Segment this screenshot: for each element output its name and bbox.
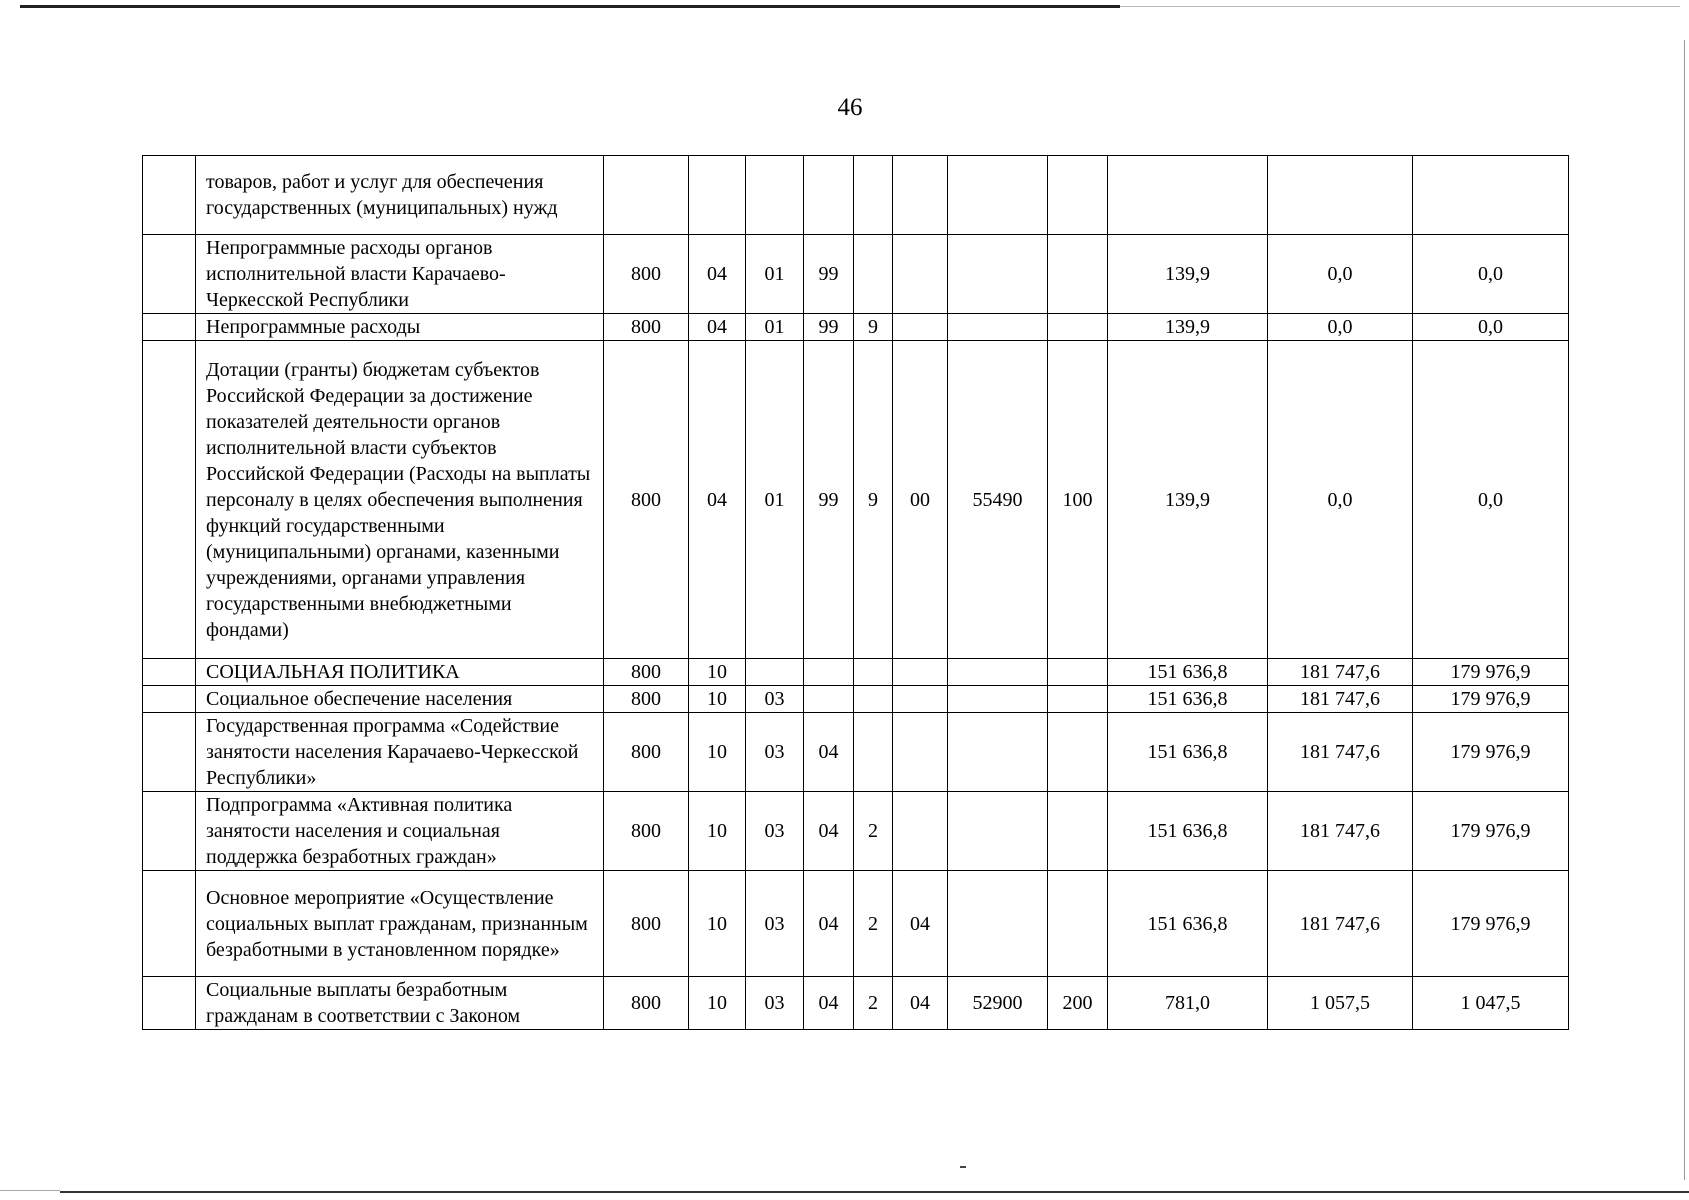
cell-pr: 03 bbox=[746, 977, 804, 1030]
cell-y2: 0,0 bbox=[1268, 341, 1413, 659]
cell-y2: 181 747,6 bbox=[1268, 713, 1413, 792]
cell-vr bbox=[1048, 659, 1108, 686]
cell-y2: 1 057,5 bbox=[1268, 977, 1413, 1030]
cell-p2: 2 bbox=[854, 792, 893, 871]
cell-y3: 179 976,9 bbox=[1413, 659, 1569, 686]
cell-y3: 179 976,9 bbox=[1413, 713, 1569, 792]
table-row bbox=[143, 235, 1569, 314]
cell-y1: 139,9 bbox=[1108, 341, 1268, 659]
table-row bbox=[143, 977, 1569, 1030]
cell-y1: 139,9 bbox=[1108, 235, 1268, 314]
cell-p4 bbox=[948, 792, 1048, 871]
cell-pr: 03 bbox=[746, 686, 804, 713]
cell-y3: 179 976,9 bbox=[1413, 871, 1569, 977]
page-number: 46 bbox=[837, 94, 863, 121]
row-number-cell bbox=[143, 977, 196, 1030]
cell-y1: 139,9 bbox=[1108, 314, 1268, 341]
expense-name-cell: Непрограммные расходы органов исполнительной власти Карачаево-Черкесской Республики bbox=[196, 235, 604, 314]
cell-p3 bbox=[893, 314, 948, 341]
cell-y2: 181 747,6 bbox=[1268, 871, 1413, 977]
cell-p2: 2 bbox=[854, 977, 893, 1030]
cell-y1: 151 636,8 bbox=[1108, 792, 1268, 871]
cell-gr: 800 bbox=[604, 341, 689, 659]
cell-vr: 100 bbox=[1048, 341, 1108, 659]
cell-y2: 0,0 bbox=[1268, 314, 1413, 341]
scan-border-right bbox=[1684, 40, 1685, 1180]
table-row bbox=[143, 156, 1569, 235]
cell-p1 bbox=[804, 659, 854, 686]
cell-pr: 03 bbox=[746, 871, 804, 977]
expense-name-cell: СОЦИАЛЬНАЯ ПОЛИТИКА bbox=[196, 659, 604, 686]
cell-vr bbox=[1048, 314, 1108, 341]
table-row bbox=[143, 871, 1569, 977]
cell-gr: 800 bbox=[604, 314, 689, 341]
cell-rz: 10 bbox=[689, 659, 746, 686]
cell-y2 bbox=[1268, 156, 1413, 235]
cell-p4: 52900 bbox=[948, 977, 1048, 1030]
expense-name-cell: Государственная программа «Содействие занятости населения Карачаево-Черкесской Республики» bbox=[196, 713, 604, 792]
cell-vr bbox=[1048, 792, 1108, 871]
cell-p1: 04 bbox=[804, 871, 854, 977]
row-number-cell bbox=[143, 792, 196, 871]
cell-p1: 99 bbox=[804, 341, 854, 659]
scan-border-top-faint bbox=[1120, 6, 1680, 7]
cell-y3: 0,0 bbox=[1413, 235, 1569, 314]
cell-p3 bbox=[893, 156, 948, 235]
cell-p2 bbox=[854, 156, 893, 235]
table-row bbox=[143, 713, 1569, 792]
cell-p2 bbox=[854, 235, 893, 314]
cell-pr: 01 bbox=[746, 341, 804, 659]
row-number-cell bbox=[143, 871, 196, 977]
cell-rz bbox=[689, 156, 746, 235]
cell-y1 bbox=[1108, 156, 1268, 235]
cell-y2: 0,0 bbox=[1268, 235, 1413, 314]
row-number-cell bbox=[143, 341, 196, 659]
cell-p1: 04 bbox=[804, 713, 854, 792]
cell-p1: 04 bbox=[804, 977, 854, 1030]
cell-vr: 200 bbox=[1048, 977, 1108, 1030]
cell-pr bbox=[746, 156, 804, 235]
expense-name-cell: Подпрограмма «Активная политика занятости населения и социальная поддержка безработных граждан» bbox=[196, 792, 604, 871]
expense-name-cell: Непрограммные расходы bbox=[196, 314, 604, 341]
cell-gr: 800 bbox=[604, 659, 689, 686]
cell-rz: 04 bbox=[689, 341, 746, 659]
scan-border-top bbox=[20, 5, 1120, 8]
cell-p2: 9 bbox=[854, 341, 893, 659]
cell-gr: 800 bbox=[604, 713, 689, 792]
cell-y2: 181 747,6 bbox=[1268, 659, 1413, 686]
cell-p1 bbox=[804, 156, 854, 235]
row-number-cell bbox=[143, 156, 196, 235]
cell-vr bbox=[1048, 686, 1108, 713]
row-number-cell bbox=[143, 686, 196, 713]
expense-name-cell: Основное мероприятие «Осуществление социальных выплат гражданам, признанным безработными в установленном порядке» bbox=[196, 871, 604, 977]
cell-p4 bbox=[948, 314, 1048, 341]
cell-p4 bbox=[948, 156, 1048, 235]
cell-p1: 99 bbox=[804, 235, 854, 314]
cell-p4: 55490 bbox=[948, 341, 1048, 659]
cell-p4 bbox=[948, 235, 1048, 314]
cell-p4 bbox=[948, 713, 1048, 792]
cell-p3 bbox=[893, 659, 948, 686]
cell-y3: 179 976,9 bbox=[1413, 686, 1569, 713]
budget-table bbox=[142, 155, 1569, 1030]
cell-gr: 800 bbox=[604, 686, 689, 713]
row-number-cell bbox=[143, 314, 196, 341]
cell-y3: 0,0 bbox=[1413, 314, 1569, 341]
table-row bbox=[143, 659, 1569, 686]
cell-p1: 04 bbox=[804, 792, 854, 871]
cell-pr: 01 bbox=[746, 235, 804, 314]
cell-gr: 800 bbox=[604, 871, 689, 977]
cell-rz: 10 bbox=[689, 871, 746, 977]
cell-rz: 10 bbox=[689, 792, 746, 871]
cell-y1: 151 636,8 bbox=[1108, 659, 1268, 686]
cell-y3: 179 976,9 bbox=[1413, 792, 1569, 871]
cell-p3 bbox=[893, 792, 948, 871]
row-number-cell bbox=[143, 659, 196, 686]
cell-p3: 04 bbox=[893, 977, 948, 1030]
cell-rz: 10 bbox=[689, 713, 746, 792]
cell-pr: 03 bbox=[746, 713, 804, 792]
cell-p2: 2 bbox=[854, 871, 893, 977]
cell-pr: 03 bbox=[746, 792, 804, 871]
cell-p2 bbox=[854, 686, 893, 713]
table-row bbox=[143, 341, 1569, 659]
cell-gr bbox=[604, 156, 689, 235]
cell-y3 bbox=[1413, 156, 1569, 235]
cell-p4 bbox=[948, 871, 1048, 977]
table-row bbox=[143, 314, 1569, 341]
scan-border-bottom-faint bbox=[0, 1190, 60, 1191]
cell-y1: 151 636,8 bbox=[1108, 686, 1268, 713]
cell-rz: 10 bbox=[689, 977, 746, 1030]
cell-p3 bbox=[893, 713, 948, 792]
cell-y1: 151 636,8 bbox=[1108, 871, 1268, 977]
cell-gr: 800 bbox=[604, 977, 689, 1030]
cell-p2 bbox=[854, 659, 893, 686]
cell-vr bbox=[1048, 871, 1108, 977]
cell-p1: 99 bbox=[804, 314, 854, 341]
cell-rz: 04 bbox=[689, 314, 746, 341]
cell-y1: 781,0 bbox=[1108, 977, 1268, 1030]
cell-p4 bbox=[948, 686, 1048, 713]
cell-y3: 0,0 bbox=[1413, 341, 1569, 659]
table-row bbox=[143, 792, 1569, 871]
cell-pr: 01 bbox=[746, 314, 804, 341]
cell-vr bbox=[1048, 156, 1108, 235]
table-row bbox=[143, 686, 1569, 713]
cell-rz: 10 bbox=[689, 686, 746, 713]
cell-p3: 04 bbox=[893, 871, 948, 977]
cell-p2 bbox=[854, 713, 893, 792]
expense-name-cell: Социальные выплаты безработным гражданам в соответствии с Законом bbox=[196, 977, 604, 1030]
row-number-cell bbox=[143, 713, 196, 792]
expense-name-cell: Социальное обеспечение населения bbox=[196, 686, 604, 713]
cell-y2: 181 747,6 bbox=[1268, 686, 1413, 713]
expense-name-cell: Дотации (гранты) бюджетам субъектов Российской Федерации за достижение показателей деятельности органов исполнительной власти субъектов Российской Федерации (Расходы на выплаты персоналу в целях обеспечения выполнения функций государственными (муниципальными) органами, казенными учреждениями, органами управления государственными внебюджетными фондами) bbox=[196, 341, 604, 659]
cell-y3: 1 047,5 bbox=[1413, 977, 1569, 1030]
cell-p1 bbox=[804, 686, 854, 713]
table-body bbox=[143, 156, 1569, 1030]
cell-y1: 151 636,8 bbox=[1108, 713, 1268, 792]
row-number-cell bbox=[143, 235, 196, 314]
cell-gr: 800 bbox=[604, 235, 689, 314]
cell-rz: 04 bbox=[689, 235, 746, 314]
cell-p3 bbox=[893, 686, 948, 713]
cell-p3 bbox=[893, 235, 948, 314]
cell-vr bbox=[1048, 713, 1108, 792]
cell-p2: 9 bbox=[854, 314, 893, 341]
cell-p3: 00 bbox=[893, 341, 948, 659]
cell-p4 bbox=[948, 659, 1048, 686]
cell-gr: 800 bbox=[604, 792, 689, 871]
cell-vr bbox=[1048, 235, 1108, 314]
expense-name-cell: товаров, работ и услуг для обеспечения государственных (муниципальных) нужд bbox=[196, 156, 604, 235]
scan-border-bottom bbox=[60, 1191, 1689, 1193]
scan-speck bbox=[960, 1166, 966, 1168]
cell-pr bbox=[746, 659, 804, 686]
cell-y2: 181 747,6 bbox=[1268, 792, 1413, 871]
